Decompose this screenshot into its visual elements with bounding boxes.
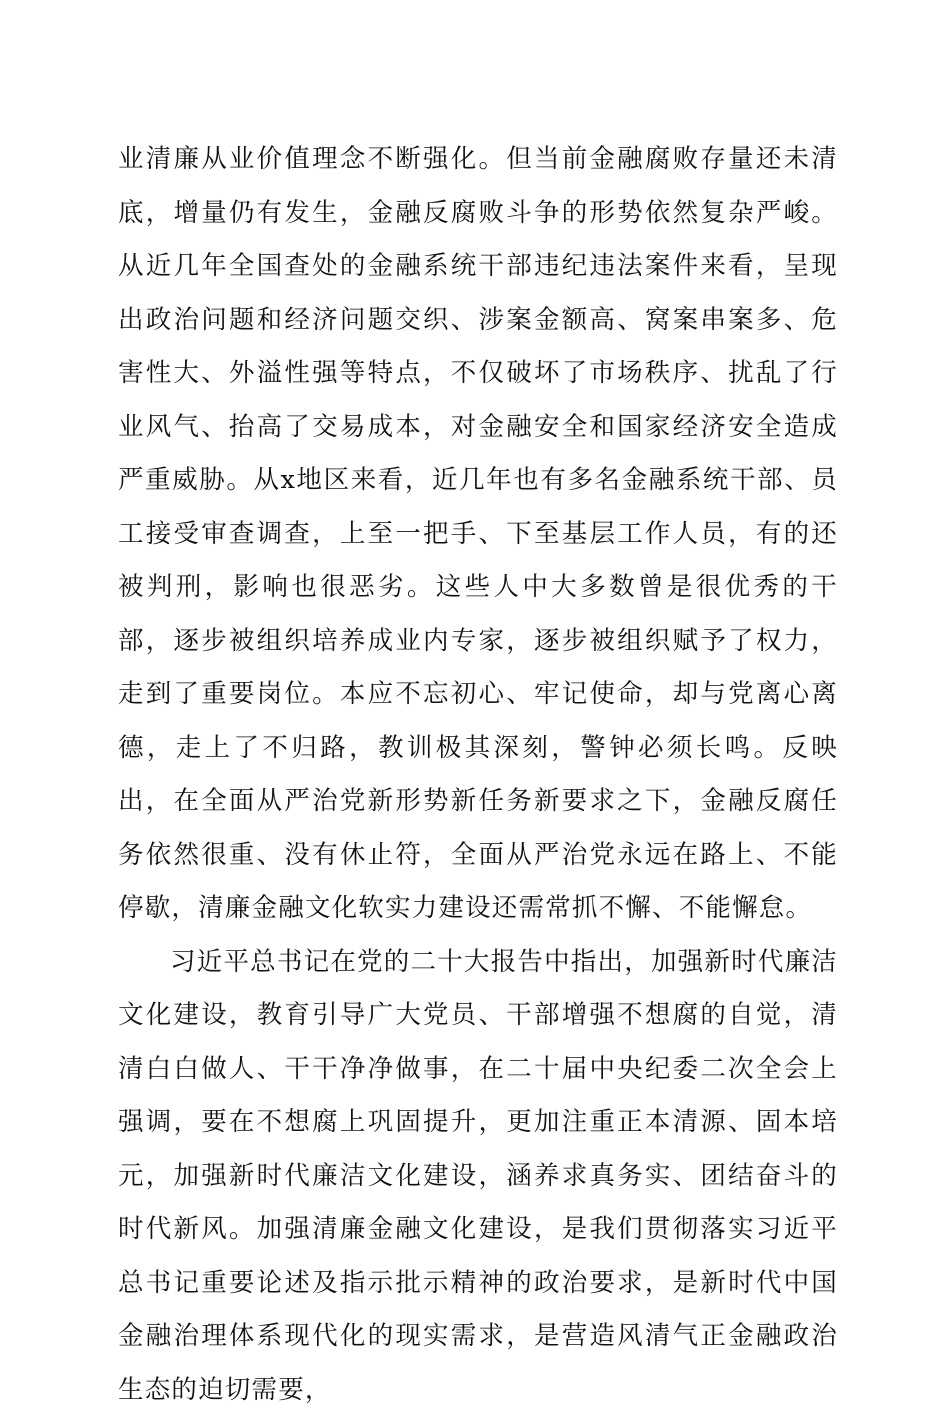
document-body [118,133,838,1417]
paragraph-continuation: 业清廉从业价值理念不断强化。但当前金融腐败存量还未清底，增量仍有发生，金融反腐败斗争的形势依然复杂严峻。从近几年全国查处的金融系统干部违纪违法案件来看，呈现出政治问题和经济问题交织、涉案金额高、窝案串案多、危害性大、外溢性强等特点，不仅破坏了市场秩序、扰乱了行业风气、抬高了交易成本，对金融安全和国家经济安全造成严重威胁。从x地区来看，近几年也有多名金融系统干部、员工接受审查调查，上至一把手、下至基层工作人员，有的还被判刑，影响也很恶劣。这些人中大多数曾是很优秀的干部，逐步被组织培养成业内专家，逐步被组织赋予了权力，走到了重要岗位。本应不忘初心、牢记使命，却与党离心离德，走上了不归路，教训极其深刻，警钟必须长鸣。反映出，在全面从严治党新形势新任务新要求之下，金融反腐任务依然很重、没有休止符，全面从严治党永远在路上、不能停歇，清廉金融文化软实力建设还需常抓不懈、不能懈怠。 [118,133,838,936]
paragraph-party-congress: 习近平总书记在党的二十大报告中指出，加强新时代廉洁文化建设，教育引导广大党员、干部增强不想腐的自觉，清清白白做人、干干净净做事，在二十届中央纪委二次全会上强调，要在不想腐上巩固提升，更加注重正本清源、固本培元，加强新时代廉洁文化建设，涵养求真务实、团结奋斗的时代新风。加强清廉金融文化建设，是我们贯彻落实习近平总书记重要论述及指示批示精神的政治要求，是新时代中国金融治理体系现代化的现实需求，是营造风清气正金融政治生态的迫切需要， [118,936,838,1417]
